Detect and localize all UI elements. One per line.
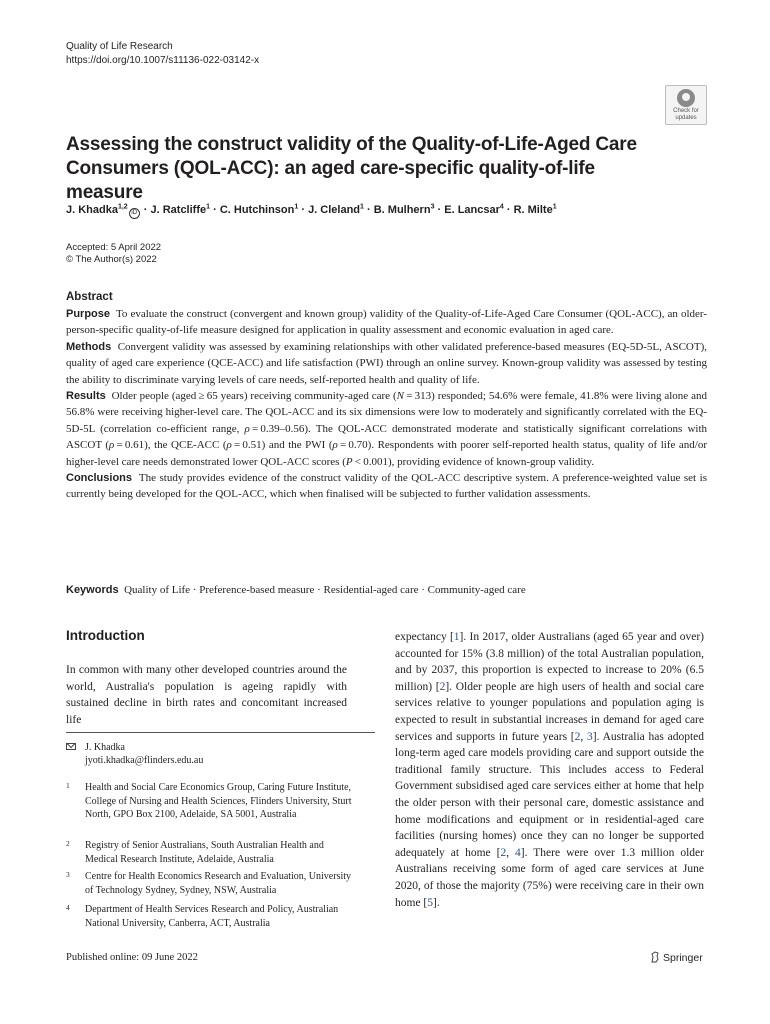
author-name[interactable]: J. Ratcliffe bbox=[150, 204, 207, 216]
envelope-icon bbox=[66, 743, 76, 750]
intro-paragraph-continued: expectancy [1]. In 2017, older Australians (aged 65 year and over) accounted for 15% (3.8 million) of the total Australian population, and by 2037, this proportion is expected to increase to 20% (6.5 million) [2]. Older people are high users of health and social care services relative to younger populations and population aging is expected to result in substantial increases in demand for aged care services and supports in future years [2, 3]. Australia has adopted long-term aged care models providing care and support outside the traditional family structure. This includes access to Federal Government subsidised aged care services either at home that help the older person with their personal care, domestic assistance and home modifications and equipment or in residential-aged care facilities (nursing homes) once they can no longer be supported adequately at home [2, 4]. There were over 1.3 million older Australians receiving some form of aged care services at June 2020, of those the majority (75%) were receiving care in their own home [5]. bbox=[395, 631, 704, 909]
publisher-name: Springer bbox=[663, 952, 703, 964]
copyright: © The Author(s) 2022 bbox=[66, 254, 157, 265]
abstract-results bbox=[66, 388, 707, 470]
abstract-heading: Abstract bbox=[66, 291, 113, 303]
citation-link[interactable]: 4 bbox=[515, 846, 521, 859]
purpose-label: Purpose bbox=[66, 308, 111, 320]
results-symbol: ρ bbox=[109, 439, 115, 452]
abstract-body bbox=[66, 306, 707, 503]
intro-text: ]. bbox=[433, 896, 440, 909]
orcid-icon[interactable]: iD bbox=[129, 208, 140, 219]
corresponding-email[interactable]: jyoti.khadka@flinders.edu.au bbox=[85, 755, 204, 766]
results-label: Results bbox=[66, 390, 106, 403]
results-text: = 0.70). Respondents with poorer self-reported health status, quality of life and/or higher-level care needs demonstrated lower QOL-ACC scores ( bbox=[66, 439, 708, 468]
results-text: Older people (aged ≥ 65 years) receiving community-aged care ( bbox=[111, 390, 397, 403]
affiliation bbox=[66, 781, 356, 822]
author-name[interactable]: R. Milte bbox=[513, 204, 553, 216]
check-for-updates-badge[interactable] bbox=[665, 85, 707, 125]
author-affiliation: 4 bbox=[499, 203, 504, 211]
citation-link[interactable]: 2 bbox=[500, 846, 507, 859]
author-affiliation: 1 bbox=[552, 203, 557, 211]
article-dates bbox=[66, 242, 161, 266]
results-text: < 0.001), providing evidence of known-group validity. bbox=[352, 455, 595, 468]
purpose-text: To evaluate the construct (convergent and known group) validity of the Quality-of-Life-Aged Care Consumer (QOL-ACC), an older-person-specific quality-of-life measure designed for application in quality assessment and economic evaluation in aged care. bbox=[66, 308, 707, 337]
results-symbol: ρ bbox=[226, 439, 232, 452]
results-text: = 0.51) and the PWI ( bbox=[231, 439, 333, 452]
corresponding-author: J. Khadka bbox=[85, 742, 125, 753]
affiliation-text: Department of Health Services Research and Policy, Australian National University, Canberra, ACT, Australia bbox=[85, 904, 339, 929]
results-symbol: N bbox=[396, 390, 404, 403]
methods-label: Methods bbox=[66, 340, 112, 353]
intro-left-column bbox=[66, 662, 347, 728]
affiliation-text: Health and Social Care Economics Group, Caring Future Institute, College of Nursing and Health Sciences, Flinders University, Sturt North, GPO Box 2100, Adelaide, SA 5001, Australia bbox=[85, 782, 352, 821]
badge-label-1: Check for bbox=[673, 108, 699, 114]
title-line-1: Assessing the construct validity of the Quality-of-Life-Aged Care bbox=[66, 134, 637, 155]
intro-text: ]. Australia has adopted long-term aged care models providing care and support outside the traditional family structure. This includes access to Federal Government subsidised aged care services either at home that help the older person with their personal care, domestic assistance and home modifications and equipment or in residential-aged care facilities (nursing homes) once they can no longer be supported adequately at home [ bbox=[395, 730, 704, 859]
introduction-heading: Introduction bbox=[66, 628, 145, 643]
intro-right-column bbox=[395, 629, 704, 911]
journal-header bbox=[66, 40, 259, 68]
author-name[interactable]: J. Khadka bbox=[66, 204, 118, 216]
methods-text: Convergent validity was assessed by examining relationships with other validated preference-based measures (EQ-5D-5L, ASCOT), quality of aged care experience (QCE-ACC) and life satisfaction (PWI) through an online survey. Known-group validity was assessed by testing the ability to discriminate varying levels of care needs, self-reported health and quality of life. bbox=[66, 340, 708, 386]
accepted-date: Accepted: 5 April 2022 bbox=[66, 242, 162, 253]
citation-link[interactable]: 1 bbox=[453, 631, 460, 643]
publisher-logo bbox=[650, 951, 703, 964]
update-icon bbox=[677, 89, 695, 107]
citation-link[interactable]: 5 bbox=[427, 896, 434, 909]
affiliation-number: 2 bbox=[66, 839, 70, 848]
abstract-conclusions bbox=[66, 470, 707, 503]
citation-link[interactable]: 2 bbox=[574, 730, 581, 743]
abstract-methods bbox=[66, 339, 707, 388]
intro-paragraph: In common with many other developed countries around the world, Australia's population is ageing rapidly with sustained decline in birth rates and concomitant increased life bbox=[66, 664, 347, 726]
affiliation bbox=[66, 839, 356, 866]
author-affiliation: 1,2 bbox=[117, 203, 128, 211]
abstract-purpose bbox=[66, 306, 707, 339]
keywords bbox=[66, 582, 707, 598]
author-name[interactable]: J. Cleland bbox=[308, 204, 361, 216]
doi-link[interactable]: https://doi.org/10.1007/s11136-022-03142-x bbox=[66, 55, 260, 66]
badge-label-2: updates bbox=[675, 115, 697, 121]
correspondence bbox=[66, 741, 203, 767]
author-affiliation: 3 bbox=[430, 203, 435, 211]
author-affiliation: 1 bbox=[206, 203, 211, 211]
affiliation-number: 4 bbox=[66, 903, 70, 912]
affiliation-text: Registry of Senior Australians, South Australian Health and Medical Research Institute, Adelaide, Australia bbox=[85, 840, 324, 865]
keywords-text: Quality of Life · Preference-based measure · Residential-aged care · Community-aged care bbox=[124, 584, 526, 596]
results-text: = 0.39–0.56). The QOL-ACC demonstrated moderate and statistically significant correlations with ASCOT ( bbox=[66, 422, 708, 452]
author-name[interactable]: C. Hutchinson bbox=[219, 204, 295, 216]
results-text: = 0.61), the QCE-ACC ( bbox=[114, 439, 227, 452]
intro-text: expectancy [ bbox=[395, 631, 454, 643]
results-symbol: P bbox=[345, 455, 353, 468]
affiliation bbox=[66, 870, 356, 897]
journal-name: Quality of Life Research bbox=[66, 41, 173, 52]
author-affiliation: 1 bbox=[294, 203, 299, 211]
affiliation-number: 3 bbox=[66, 870, 70, 879]
author-name[interactable]: E. Lancsar bbox=[444, 204, 500, 216]
author-name[interactable]: B. Mulhern bbox=[373, 204, 431, 216]
intro-text: ]. Older people are high users of health and social care services relative to younger populations and population aging is expected to result in substantial increases in demand for aged care services and supports in future years [ bbox=[395, 680, 704, 743]
citation-link[interactable]: 2 bbox=[439, 680, 446, 693]
author-list: J. Khadka$^{1,2}$iD · J. Ratcliffe$^1$ · C. Hutchinson$^1$ · J. Cleland$^1$ · B. Mulhern$^3$ · E. Lancsar$^4$ · R. Milte$^1$ bbox=[66, 203, 706, 219]
results-symbol: ρ bbox=[332, 439, 338, 452]
conclusions-text: The study provides evidence of the construct validity of the QOL-ACC descriptive system. A preference-weighted value set is currently being developed for the QOL-ACC, which when finalised will be subjected to further validation assessments. bbox=[66, 472, 707, 501]
affiliation-number: 1 bbox=[66, 781, 70, 790]
article-title bbox=[66, 133, 666, 205]
springer-horse-icon bbox=[650, 951, 660, 963]
title-line-2: Consumers (QOL-ACC): an aged care-specific quality-of-life measure bbox=[66, 158, 595, 203]
intro-text: ]. There were over 1.3 million older Australians receiving some form of aged care services at June 2020, of those the majority (75%) were receiving care in their own home [ bbox=[395, 846, 704, 909]
author-affiliation: 1 bbox=[360, 203, 364, 211]
affiliation bbox=[66, 903, 356, 930]
citation-link[interactable]: 3 bbox=[587, 730, 593, 743]
results-text: = 313) responded; 54.6% were female, 41.8% were living alone and 56.8% were receiving higher-level care. The QOL-ACC and its six dimensions were low to moderately and significantly correlated with the EQ-5D-5L (correlation co-efficient range, bbox=[66, 390, 708, 435]
results-symbol: ρ bbox=[244, 422, 250, 435]
conclusions-label: Conclusions bbox=[66, 472, 133, 485]
keywords-label: Keywords bbox=[66, 584, 119, 596]
intro-text: ]. In 2017, older Australians (aged 65 year and over) accounted for 15% (3.8 million) of the total Australian population, and by 2037, this proportion is expected to increase to 20% (6.5 million) [ bbox=[395, 631, 704, 693]
footnote-divider bbox=[66, 732, 375, 733]
affiliation-text: Centre for Health Economics Research and Evaluation, University of Technology Sydney, Sydney, NSW, Australia bbox=[85, 871, 352, 896]
published-date: Published online: 09 June 2022 bbox=[66, 952, 198, 963]
